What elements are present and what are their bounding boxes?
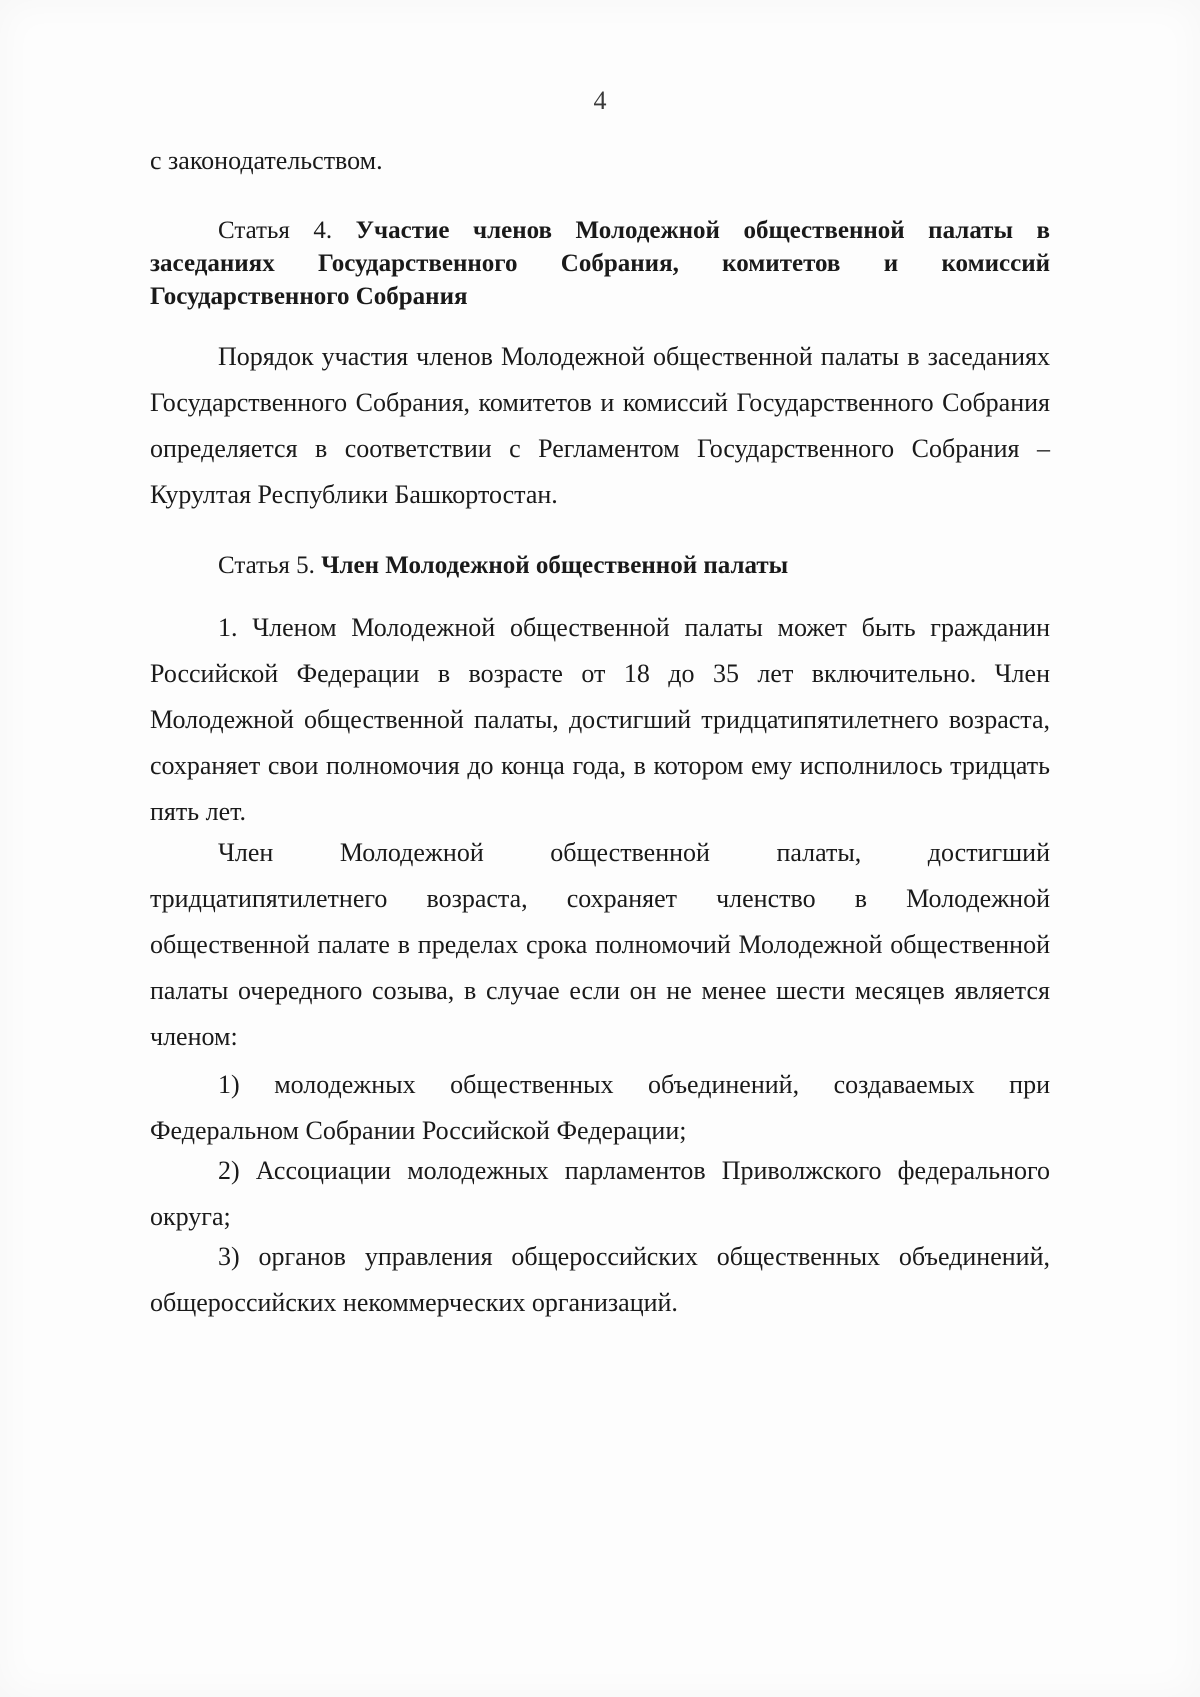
article-5-paragraph-2: Член Молодежной общественной палаты, достигший тридцатипятилетнего возраста, сохраняет членство в Молодежной общественной палате в пределах срока полномочий Молодежной общественной палаты очередного созыва, в случае если он не менее шести месяцев является членом: xyxy=(150,838,1050,1051)
list-item: 1) молодежных общественных объединений, создаваемых при Федеральном Собрании Российской Федерации; xyxy=(150,1070,1050,1145)
article-5-paragraph-1: 1. Членом Молодежной общественной палаты может быть гражданин Российской Федерации в возрасте от 18 до 35 лет включительно. Член Молодежной общественной палаты, достигший тридцатипятилетнего возраста, сохраняет свои полномочия до конца года, в котором ему исполнилось тридцать пять лет. xyxy=(150,613,1050,826)
article-4-number: Статья 4. xyxy=(218,217,333,244)
article-5-title: Член Молодежной общественной палаты xyxy=(321,552,789,579)
page-number: 4 xyxy=(593,86,607,115)
article-4-heading xyxy=(150,214,1050,313)
continuation-text: с законодательством. xyxy=(150,146,383,175)
article-4-title: Участие членов Молодежной общественной палаты в заседаниях Государственного Собрания, комитетов и комиссий Государственного Собрания xyxy=(150,217,1051,310)
article-4-paragraph: Порядок участия членов Молодежной общественной палаты в заседаниях Государственного Собрания, комитетов и комиссий Государственного Собрания определяется в соответствии с Регламентом Государственного Собрания – Курултая Республики Башкортостан. xyxy=(150,342,1050,509)
list-item: 2) Ассоциации молодежных парламентов Приволжского федерального округа; xyxy=(150,1156,1050,1231)
article-5-heading xyxy=(150,549,1050,582)
article-5-number: Статья 5. xyxy=(218,552,315,579)
list-item: 3) органов управления общероссийских общественных объединений, общероссийских некоммерческих организаций. xyxy=(150,1242,1050,1317)
